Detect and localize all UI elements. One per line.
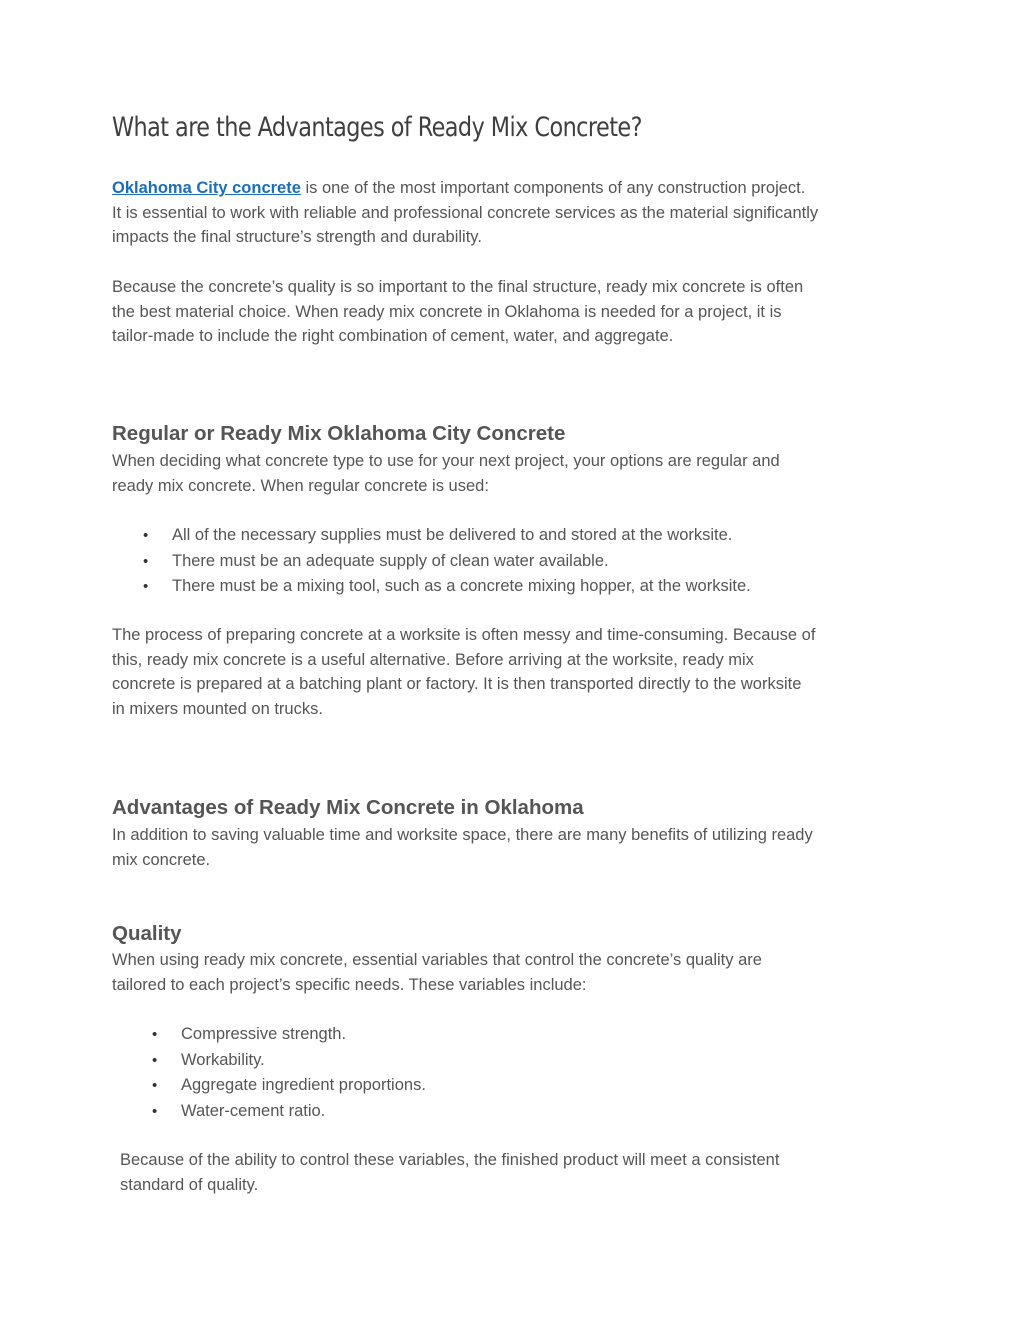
para2-line-2: the best material choice. When ready mix concrete in Oklahoma is needed for a project, it is	[112, 302, 782, 321]
intro-line-1	[112, 176, 818, 201]
list-item: • Aggregate ingredient proportions.	[181, 1073, 426, 1099]
closing-line-1: Because of the ability to control these variables, the finished product will meet a consistent	[120, 1151, 780, 1169]
list-item: • All of the necessary supplies must be delivered to and stored at the worksite.	[172, 523, 751, 549]
list-item: • Water-cement ratio.	[181, 1099, 426, 1125]
section1-line-1: When deciding what concrete type to use for your next project, your options are regular and	[112, 452, 780, 470]
after-line-2: this, ready mix concrete is a useful alternative. Before arriving at the worksite, ready mix	[112, 650, 754, 669]
bullet-icon: •	[152, 1051, 158, 1069]
page-title: What are the Advantages of Ready Mix Concrete?	[112, 112, 642, 143]
regular-concrete-requirements-list	[143, 523, 751, 600]
bullet-icon: •	[143, 578, 149, 595]
after-line-4: in mixers mounted on trucks.	[112, 699, 323, 718]
para2-line-3: tailor-made to include the right combination of cement, water, and aggregate.	[112, 327, 674, 345]
bullet-icon: •	[143, 527, 149, 544]
section-heading-advantages: Advantages of Ready Mix Concrete in Oklahoma	[112, 796, 584, 819]
bullet-icon: •	[143, 552, 149, 570]
closing-line-2: standard of quality.	[120, 1175, 259, 1194]
intro-paragraph	[112, 176, 818, 250]
section2-line-1: In addition to saving valuable time and worksite space, there are many benefits of utilizing ready	[112, 826, 813, 844]
section-heading-regular-or-ready-mix: Regular or Ready Mix Oklahoma City Concrete	[112, 422, 566, 445]
after-line-3: concrete is prepared at a batching plant or factory. It is then transported directly to the worksite	[112, 675, 802, 693]
intro-line-2: It is essential to work with reliable and professional concrete services as the material significantly	[112, 203, 819, 222]
intro-line-1-rest: is one of the most important components of any construction project.	[300, 179, 806, 197]
section-heading-quality: Quality	[112, 922, 182, 945]
worksite-process-paragraph	[112, 623, 815, 721]
section1-line-2: ready mix concrete. When regular concrete is used:	[112, 476, 489, 495]
list-item: • Workability.	[181, 1048, 426, 1074]
bullet-icon: •	[152, 1077, 158, 1094]
intro-line-3: impacts the final structure’s strength and durability.	[112, 228, 482, 246]
quality-paragraph	[112, 948, 762, 997]
para2-line-1: Because the concrete’s quality is so important to the final structure, ready mix concrete is often	[112, 278, 804, 296]
advantages-paragraph	[112, 823, 813, 872]
list-item: • There must be a mixing tool, such as a concrete mixing hopper, at the worksite.	[172, 574, 751, 600]
bullet-icon: •	[152, 1026, 158, 1043]
oklahoma-city-concrete-link[interactable]: Oklahoma City concrete	[112, 179, 301, 197]
list-item: • There must be an adequate supply of clean water available.	[172, 549, 751, 575]
section3-line-2: tailored to each project’s specific needs. These variables include:	[112, 975, 587, 994]
ready-mix-paragraph	[112, 275, 803, 349]
section2-line-2: mix concrete.	[112, 850, 211, 869]
after-line-1: The process of preparing concrete at a worksite is often messy and time-consuming. Because of	[112, 626, 816, 644]
list-item: • Compressive strength.	[181, 1022, 426, 1048]
closing-paragraph	[120, 1148, 779, 1197]
section1-intro-paragraph	[112, 449, 780, 498]
bullet-icon: •	[152, 1102, 158, 1120]
quality-variables-list	[152, 1022, 426, 1124]
section3-line-1: When using ready mix concrete, essential variables that control the concrete’s quality are	[112, 951, 762, 969]
